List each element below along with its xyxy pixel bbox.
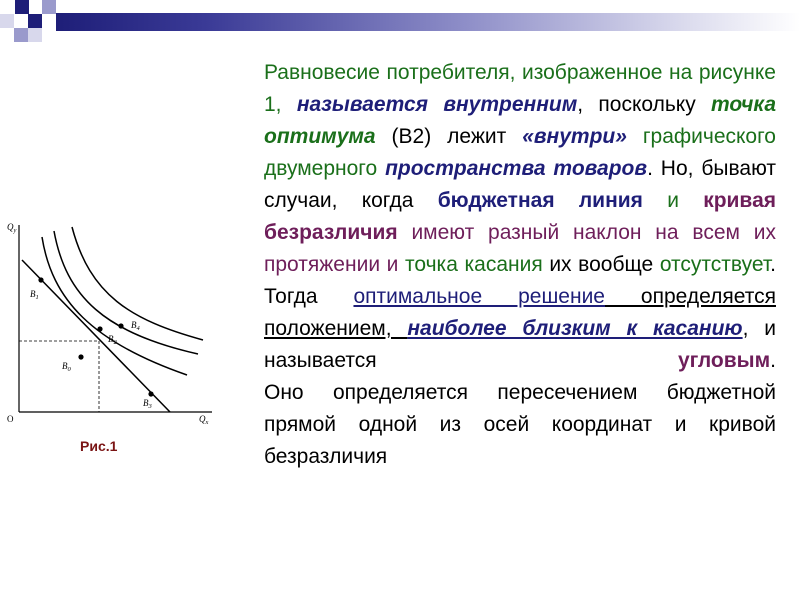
label-b4: $B_4$ [131,320,140,332]
text-run: называется внутренним [296,93,578,116]
text-run: пространства товаров [385,157,648,180]
x-axis-label: $Q_x$ [199,414,209,426]
text-run: Равновесие потребителя, изображенное на рисунке 1, [264,61,776,116]
y-axis-label: $Q_y$ [7,222,17,234]
text-run: графического двумерного [264,125,776,180]
text-run: оптимальное решение [353,285,605,308]
text-run: определяется положением, [264,285,776,340]
decor-square [28,28,42,42]
budget-line [22,260,170,412]
decor-square [42,0,56,14]
decor-square [15,0,29,14]
text-run: наиболее близким к касанию [407,317,743,340]
text-run: точка касания [405,253,543,276]
decor-square [28,14,42,28]
point-b1 [38,277,43,282]
text-run: , поскольку [577,93,711,116]
decor-square [14,28,28,42]
text-run: кривая безразличия [264,189,777,244]
text-run: бюджетная линия [437,189,643,212]
label-b0: $B_0$ [62,361,71,373]
figure-caption: Рис.1 [80,438,118,454]
text-run: и [642,189,704,212]
indifference-graph [0,205,225,435]
point-b4 [118,323,123,328]
paragraph-1 [232,57,776,377]
text-run: , и называется [264,317,776,372]
text-run: «внутри» [522,125,627,148]
label-b2: $B_2$ [108,334,117,346]
indifference-curve-2 [54,231,198,354]
point-b0 [78,354,83,359]
text-run: их вообще [542,253,660,276]
text-run: Оно определяется пересечением бюджетной прямой одной из осей координат и кривой безразличия [264,381,776,468]
text-run: точка оптимума [264,93,776,148]
text-run: отсутствует [659,253,771,276]
label-b3: $B_3$ [143,398,152,410]
label-b1: $B_1$ [30,289,39,301]
indifference-curve-3 [72,227,203,340]
text-run: . Но, бывают случаи, когда [264,157,777,212]
header-bar [56,13,800,31]
point-b3 [148,391,153,396]
text-run: . [770,349,776,372]
main-text [232,57,776,473]
decor-square [0,14,14,28]
paragraph-2 [232,377,776,473]
text-run: (В2) лежит [375,125,523,148]
text-run: . Тогда [264,253,777,308]
point-b2 [97,326,102,331]
text-run: угловым [677,349,771,372]
origin-label: O [7,414,14,424]
text-run: имеют разный наклон на всем их протяжении и [264,221,776,276]
